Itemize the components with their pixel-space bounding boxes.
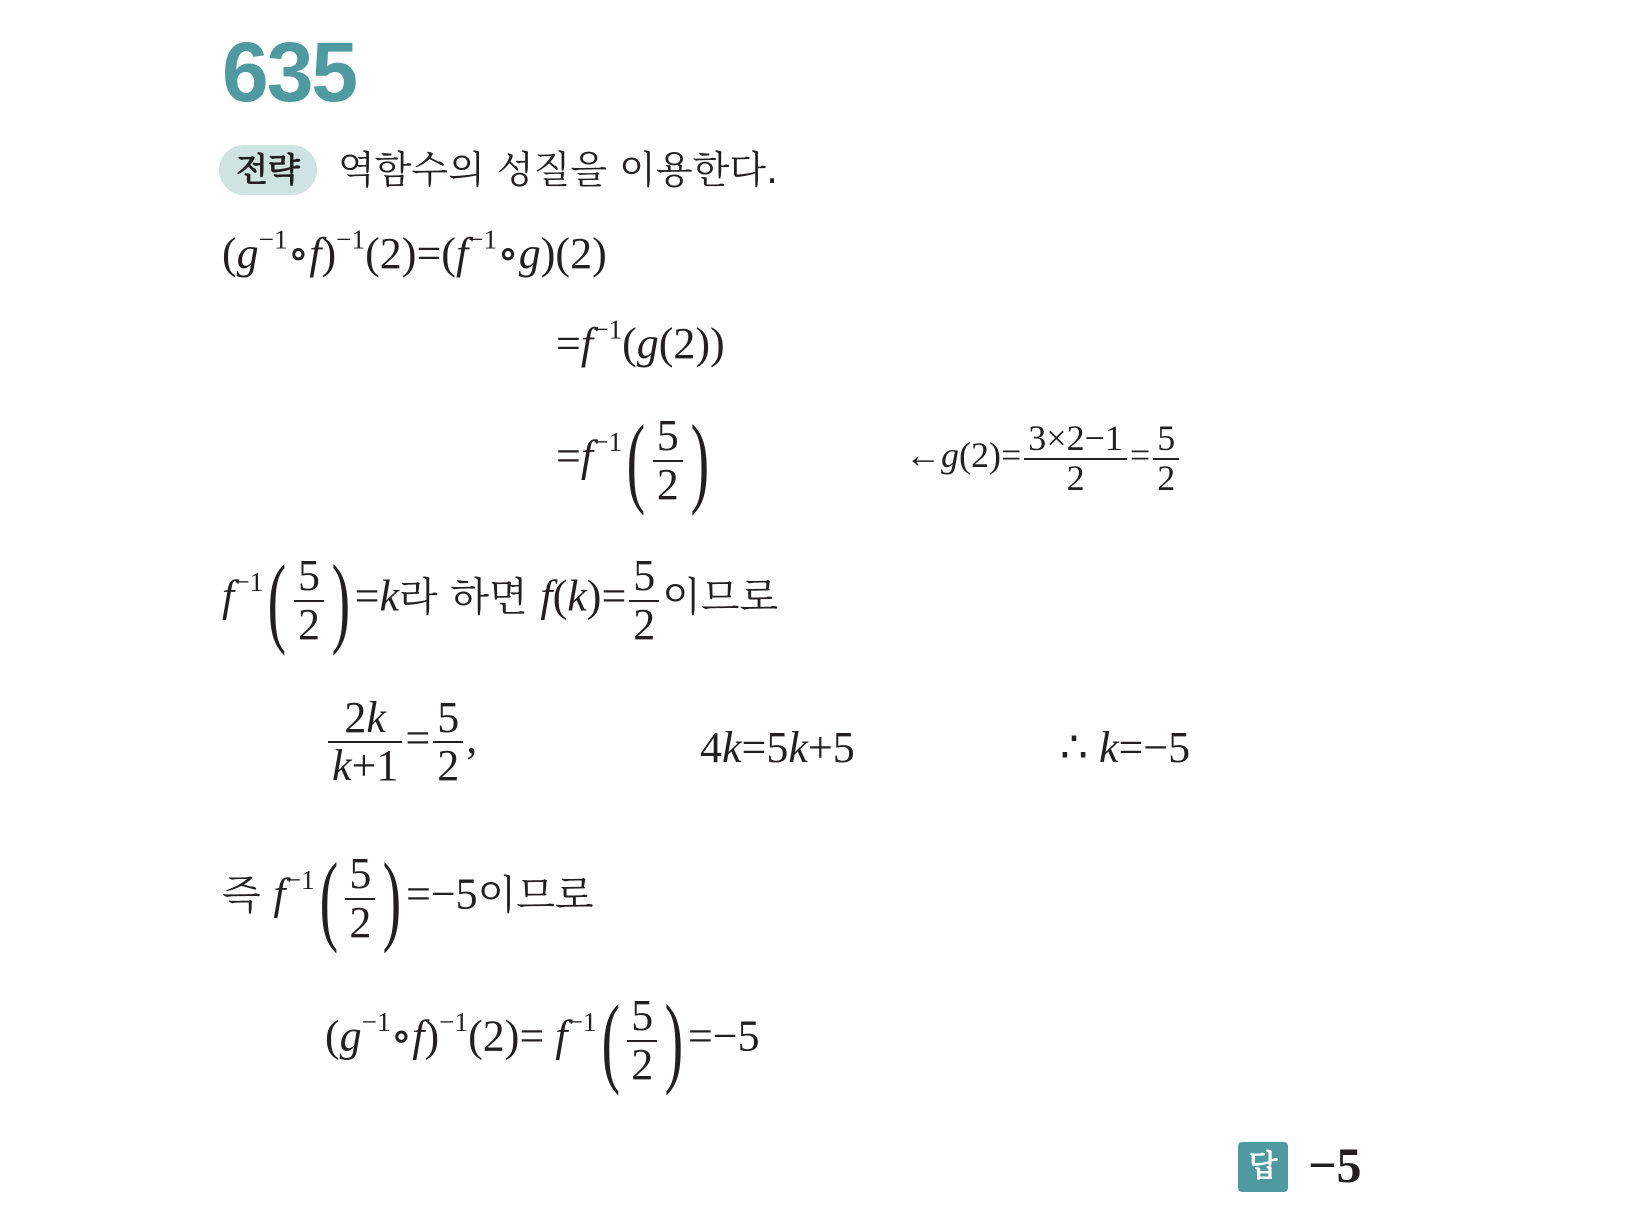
math-line-6: 즉 $f^{-1}$( $\frac{5}{2}$ ) =−5이므로 [222,842,594,954]
math-line-7: $(g^{-1}\circ f)^{-1}(2)= f^{-1}$( $\frac{5}{2}$ ) =−5 [325,984,760,1096]
math-line-5c: ∴ k=−5 [1060,723,1191,772]
strategy-text: 역함수의 성질을 이용한다. [338,148,779,192]
math-line-5b: 4k=5k+5 [700,723,855,772]
problem-number: 635 [222,25,357,119]
answer-value: −5 [1308,1137,1362,1193]
math-line-4: $f^{-1}$( $\frac{5}{2}$ ) =k라 하면 f(k)= $\frac{5}{2}$ 이므로 [222,544,779,656]
math-line-3: $=f^{-1}$( $\frac{5}{2}$ ) [556,404,709,516]
math-line-1: $(g^{-1}\circ f)^{-1}(2)=(f^{-1}\circ g)(2)$ [222,224,607,278]
answer-badge: 답 [1238,1142,1288,1192]
math-line-2: $=f^{-1}(g(2))$ [556,314,725,368]
math-line-5: $\frac{2k}{k+1}$ = $\frac{5}{2}$ , [325,695,477,789]
strategy-badge: 전략 [219,145,317,195]
side-note: ←g(2)= $\frac{3\times 2-1}{2}$ = $\frac{5}{2}$ [905,420,1182,498]
